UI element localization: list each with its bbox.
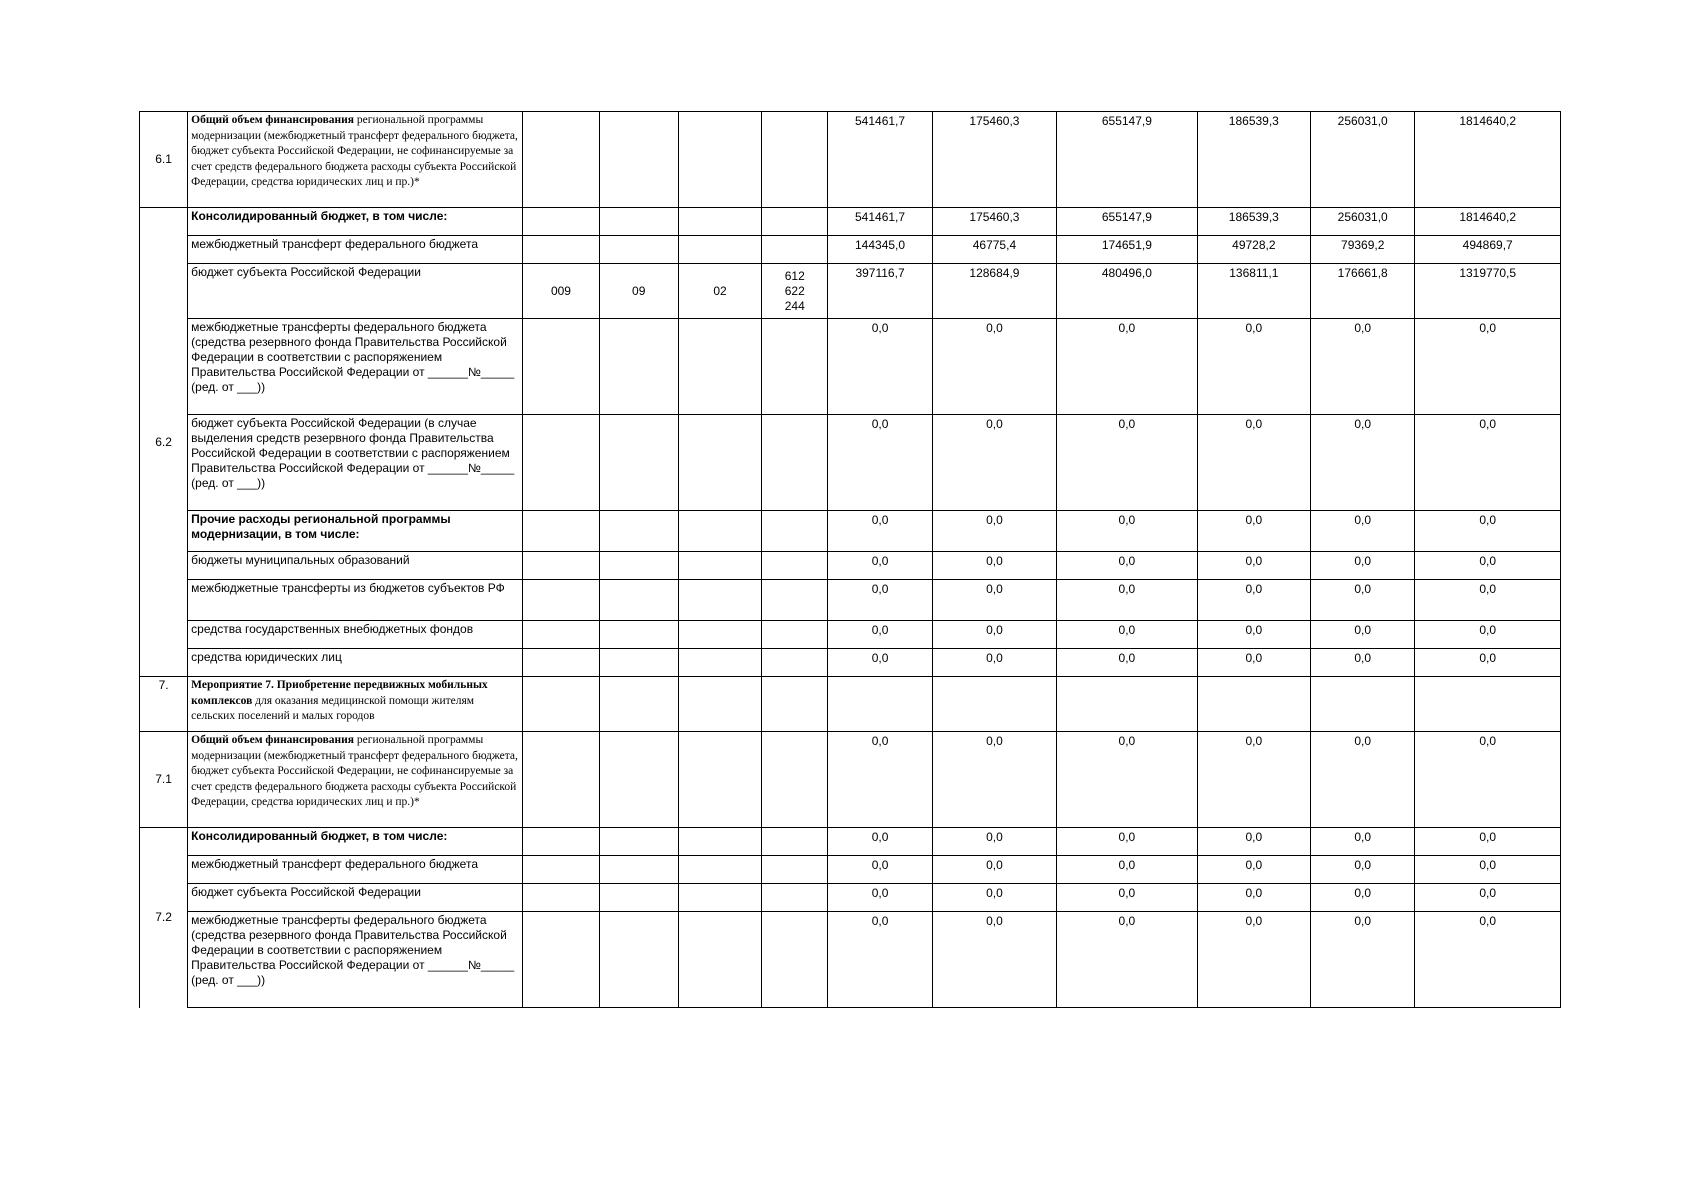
value-cell: 0,0: [828, 912, 932, 1008]
code-cell: [523, 511, 599, 552]
row-description: Прочие расходы региональной программы модернизации, в том числе:: [188, 511, 523, 552]
value-cell: 0,0: [1311, 580, 1415, 621]
value-cell: 0,0: [828, 856, 932, 884]
table-row: [140, 415, 1561, 511]
value-cell: [1311, 677, 1415, 732]
value-cell: 0,0: [932, 856, 1056, 884]
code-cell: [599, 621, 678, 649]
code-cell: [599, 649, 678, 677]
value-cell: 0,0: [1415, 649, 1561, 677]
code-cell: [678, 112, 761, 208]
table-row: [140, 732, 1561, 828]
code-cell: [762, 415, 828, 511]
row-description: межбюджетные трансферты из бюджетов субъектов РФ: [188, 580, 523, 621]
value-cell: 655147,9: [1057, 208, 1197, 236]
code-cell: [678, 828, 761, 856]
value-cell: 79369,2: [1311, 236, 1415, 264]
value-cell: 0,0: [828, 621, 932, 649]
value-cell: 0,0: [1197, 415, 1310, 511]
table-row: [140, 884, 1561, 912]
code-cell: 612 622 244: [762, 264, 828, 319]
row-description: межбюджетные трансферты федерального бюджета (средства резервного фонда Правительства Российской Федерации в соответствии с распоряжением Правительства Российской Федерации от ______№_____ (ред. от ___)): [188, 319, 523, 415]
code-cell: [678, 884, 761, 912]
value-cell: 0,0: [1415, 828, 1561, 856]
code-cell: [523, 319, 599, 415]
row-description: Консолидированный бюджет, в том числе:: [188, 208, 523, 236]
value-cell: 0,0: [1311, 415, 1415, 511]
value-cell: 256031,0: [1311, 208, 1415, 236]
row-description: бюджет субъекта Российской Федерации: [188, 884, 523, 912]
code-cell: [762, 649, 828, 677]
value-cell: [1057, 677, 1197, 732]
code-cell: [599, 319, 678, 415]
code-cell: [523, 884, 599, 912]
code-cell: [523, 828, 599, 856]
row-description-bold: Общий объем финансирования: [191, 114, 355, 126]
table-row: [140, 319, 1561, 415]
code-cell: [762, 552, 828, 580]
code-cell: [678, 580, 761, 621]
value-cell: 46775,4: [932, 236, 1056, 264]
value-cell: 0,0: [1197, 621, 1310, 649]
value-cell: 0,0: [1311, 856, 1415, 884]
value-cell: 397116,7: [828, 264, 932, 319]
value-cell: 0,0: [1057, 580, 1197, 621]
table-row: [140, 912, 1561, 1008]
value-cell: 186539,3: [1197, 208, 1310, 236]
code-cell: 09: [599, 264, 678, 319]
code-cell: [762, 884, 828, 912]
row-number: 7.1: [140, 732, 188, 828]
value-cell: 494869,7: [1415, 236, 1561, 264]
code-cell: [523, 552, 599, 580]
value-cell: 0,0: [1311, 511, 1415, 552]
code-cell: [599, 552, 678, 580]
value-cell: 0,0: [1197, 552, 1310, 580]
code-cell: [762, 511, 828, 552]
value-cell: 480496,0: [1057, 264, 1197, 319]
code-cell: [599, 912, 678, 1008]
value-cell: 0,0: [1197, 912, 1310, 1008]
code-cell: [599, 236, 678, 264]
value-cell: 128684,9: [932, 264, 1056, 319]
value-cell: 0,0: [1197, 580, 1310, 621]
code-cell: [599, 580, 678, 621]
value-cell: 0,0: [932, 552, 1056, 580]
row-description: бюджет субъекта Российской Федерации: [188, 264, 523, 319]
row-description: бюджеты муниципальных образований: [188, 552, 523, 580]
value-cell: 0,0: [828, 884, 932, 912]
value-cell: 0,0: [932, 621, 1056, 649]
value-cell: 0,0: [1057, 912, 1197, 1008]
code-cell: [762, 677, 828, 732]
code-cell: [599, 884, 678, 912]
code-cell: [599, 828, 678, 856]
value-cell: 0,0: [932, 580, 1056, 621]
value-cell: 0,0: [1197, 319, 1310, 415]
value-cell: 0,0: [1057, 732, 1197, 828]
code-cell: 009: [523, 264, 599, 319]
table-row: [140, 621, 1561, 649]
value-cell: 0,0: [1057, 828, 1197, 856]
code-cell: [762, 208, 828, 236]
value-cell: 0,0: [1415, 732, 1561, 828]
value-cell: 0,0: [1197, 884, 1310, 912]
row-description-text: для оказания медицинской помощи жителям сельских поселений и малых городов: [191, 694, 475, 722]
value-cell: 186539,3: [1197, 112, 1310, 208]
row-description-bold: Мероприятие 7. Приобретение передвижных мобильных комплексов: [191, 679, 488, 707]
value-cell: 0,0: [828, 415, 932, 511]
value-cell: 0,0: [1311, 884, 1415, 912]
table-row: [140, 828, 1561, 856]
value-cell: 0,0: [1197, 828, 1310, 856]
code-cell: [678, 856, 761, 884]
code-cell: [678, 552, 761, 580]
value-cell: 0,0: [828, 732, 932, 828]
value-cell: 0,0: [1415, 580, 1561, 621]
value-cell: 49728,2: [1197, 236, 1310, 264]
value-cell: 0,0: [1197, 649, 1310, 677]
code-cell: [523, 621, 599, 649]
value-cell: 0,0: [1311, 828, 1415, 856]
value-cell: 0,0: [932, 649, 1056, 677]
row-description-text: региональной программы модернизации (межбюджетный трансферт федерального бюджета, бюджет субъекта Российской Федерации, не софинансируемые за счет средств федерального бюджета расходы субъекта Российской Федерации, средства юридических лиц и пр.)*: [191, 114, 518, 188]
row-number: 7.2: [140, 828, 188, 1008]
value-cell: 0,0: [932, 511, 1056, 552]
value-cell: 0,0: [1415, 856, 1561, 884]
value-cell: 0,0: [1197, 511, 1310, 552]
value-cell: 0,0: [1311, 621, 1415, 649]
value-cell: 0,0: [1057, 621, 1197, 649]
value-cell: 0,0: [1311, 912, 1415, 1008]
value-cell: 0,0: [1415, 912, 1561, 1008]
code-cell: [599, 677, 678, 732]
code-cell: [678, 319, 761, 415]
value-cell: 0,0: [1057, 319, 1197, 415]
value-cell: 0,0: [1415, 415, 1561, 511]
value-cell: 0,0: [1415, 884, 1561, 912]
code-cell: [762, 912, 828, 1008]
value-cell: 1814640,2: [1415, 208, 1561, 236]
row-description-text: региональной программы модернизации (межбюджетный трансферт федерального бюджета, бюджет субъекта Российской Федерации, не софинансируемые за счет средств федерального бюджета расходы субъекта Российской Федерации, средства юридических лиц и пр.)*: [191, 734, 518, 808]
value-cell: 0,0: [932, 415, 1056, 511]
value-cell: 1319770,5: [1415, 264, 1561, 319]
table-row: [140, 856, 1561, 884]
code-cell: [678, 415, 761, 511]
table-row: [140, 649, 1561, 677]
code-cell: [762, 580, 828, 621]
value-cell: 0,0: [932, 828, 1056, 856]
code-cell: [762, 732, 828, 828]
row-description: средства юридических лиц: [188, 649, 523, 677]
code-cell: [762, 236, 828, 264]
table-row: [140, 112, 1561, 208]
code-cell: [523, 912, 599, 1008]
value-cell: 0,0: [1057, 415, 1197, 511]
code-cell: [678, 621, 761, 649]
value-cell: 0,0: [1415, 319, 1561, 415]
code-cell: [678, 511, 761, 552]
code-cell: [678, 912, 761, 1008]
value-cell: 0,0: [1311, 732, 1415, 828]
value-cell: 176661,8: [1311, 264, 1415, 319]
value-cell: 175460,3: [932, 208, 1056, 236]
code-cell: [523, 649, 599, 677]
value-cell: 256031,0: [1311, 112, 1415, 208]
code-cell: 02: [678, 264, 761, 319]
code-cell: [523, 208, 599, 236]
value-cell: 0,0: [1057, 552, 1197, 580]
code-cell: [678, 208, 761, 236]
row-description: бюджет субъекта Российской Федерации (в случае выделения средств резервного фонда Правительства Российской Федерации в соответствии с распоряжением Правительства Российской Федерации от ______№_____ (ред. от ___)): [188, 415, 523, 511]
code-cell: [523, 856, 599, 884]
code-cell: [762, 856, 828, 884]
value-cell: 0,0: [828, 828, 932, 856]
code-cell: [678, 236, 761, 264]
value-cell: 0,0: [828, 580, 932, 621]
table-row: [140, 552, 1561, 580]
row-number: 6.2: [140, 208, 188, 677]
value-cell: 0,0: [1057, 511, 1197, 552]
value-cell: 0,0: [1057, 649, 1197, 677]
value-cell: 655147,9: [1057, 112, 1197, 208]
code-cell: [523, 677, 599, 732]
table-row: [140, 511, 1561, 552]
row-description: межбюджетный трансферт федерального бюджета: [188, 856, 523, 884]
value-cell: [932, 677, 1056, 732]
budget-table: [139, 111, 1561, 1008]
row-description: Консолидированный бюджет, в том числе:: [188, 828, 523, 856]
value-cell: 0,0: [1197, 732, 1310, 828]
table-row: [140, 580, 1561, 621]
value-cell: 0,0: [932, 912, 1056, 1008]
table-row: [140, 208, 1561, 236]
value-cell: 0,0: [932, 884, 1056, 912]
code-cell: [599, 732, 678, 828]
value-cell: 144345,0: [828, 236, 932, 264]
value-cell: 0,0: [932, 319, 1056, 415]
code-cell: [599, 856, 678, 884]
table-row: [140, 236, 1561, 264]
value-cell: 0,0: [1057, 856, 1197, 884]
code-cell: [599, 208, 678, 236]
value-cell: 0,0: [932, 732, 1056, 828]
code-cell: [523, 415, 599, 511]
code-cell: [523, 112, 599, 208]
value-cell: 1814640,2: [1415, 112, 1561, 208]
code-cell: [762, 112, 828, 208]
table-row: [140, 264, 1561, 319]
value-cell: 175460,3: [932, 112, 1056, 208]
value-cell: 0,0: [1415, 552, 1561, 580]
value-cell: 0,0: [828, 552, 932, 580]
row-description: средства государственных внебюджетных фондов: [188, 621, 523, 649]
value-cell: 0,0: [1311, 649, 1415, 677]
value-cell: [828, 677, 932, 732]
code-cell: [762, 828, 828, 856]
value-cell: 0,0: [828, 511, 932, 552]
code-cell: [762, 621, 828, 649]
value-cell: [1415, 677, 1561, 732]
value-cell: 541461,7: [828, 112, 932, 208]
row-number: 7.: [140, 677, 188, 732]
code-cell: [678, 649, 761, 677]
value-cell: 0,0: [1057, 884, 1197, 912]
value-cell: 0,0: [1415, 621, 1561, 649]
value-cell: 136811,1: [1197, 264, 1310, 319]
value-cell: 0,0: [1415, 511, 1561, 552]
row-description-bold: Общий объем финансирования: [191, 734, 355, 746]
value-cell: 0,0: [1197, 856, 1310, 884]
row-description: [188, 112, 523, 208]
value-cell: 0,0: [828, 319, 932, 415]
code-cell: [762, 319, 828, 415]
row-description: [188, 732, 523, 828]
code-cell: [523, 236, 599, 264]
row-number: 6.1: [140, 112, 188, 208]
code-cell: [523, 580, 599, 621]
code-cell: [678, 677, 761, 732]
row-description: межбюджетные трансферты федерального бюджета (средства резервного фонда Правительства Российской Федерации в соответствии с распоряжением Правительства Российской Федерации от ______№_____ (ред. от ___)): [188, 912, 523, 1008]
code-cell: [599, 511, 678, 552]
row-description: межбюджетный трансферт федерального бюджета: [188, 236, 523, 264]
value-cell: [1197, 677, 1310, 732]
row-description: [188, 677, 523, 732]
value-cell: 0,0: [1311, 552, 1415, 580]
value-cell: 174651,9: [1057, 236, 1197, 264]
value-cell: 0,0: [1311, 319, 1415, 415]
value-cell: 541461,7: [828, 208, 932, 236]
code-cell: [599, 112, 678, 208]
value-cell: 0,0: [828, 649, 932, 677]
code-cell: [678, 732, 761, 828]
code-cell: [523, 732, 599, 828]
table-row: [140, 677, 1561, 732]
code-cell: [599, 415, 678, 511]
